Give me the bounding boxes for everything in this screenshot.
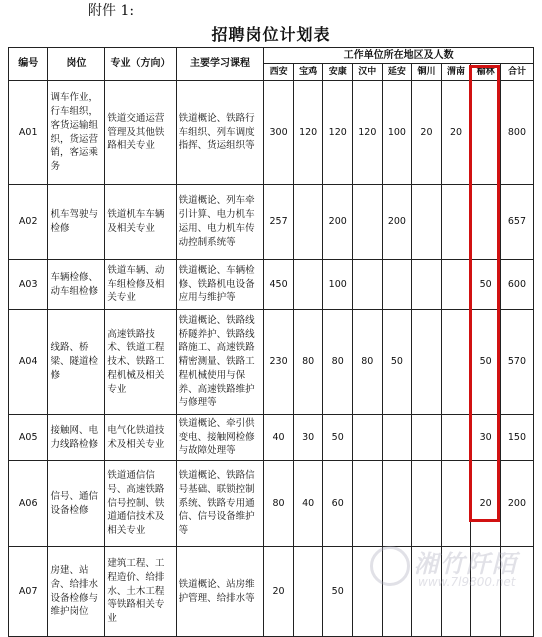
cell-area-8: 200 xyxy=(500,461,533,547)
cell-area-2: 120 xyxy=(323,81,353,185)
table-row xyxy=(9,415,534,461)
cell-area-3 xyxy=(353,547,383,637)
cell-position: 机车驾驶与检修 xyxy=(48,185,105,260)
header-area-2: 安康 xyxy=(323,64,353,81)
cell-no: A05 xyxy=(9,415,48,461)
table-row xyxy=(9,81,534,185)
cell-major: 电气化铁道技术及相关专业 xyxy=(105,415,176,461)
cell-area-1: 40 xyxy=(293,461,323,547)
cell-area-7: 50 xyxy=(471,310,501,415)
cell-no: A03 xyxy=(9,260,48,310)
cell-area-1: 120 xyxy=(293,81,323,185)
cell-no: A04 xyxy=(9,310,48,415)
header-area-8: 合计 xyxy=(500,64,533,81)
watermark-url: www.7l9800.net xyxy=(418,575,516,589)
recruitment-plan-table xyxy=(8,47,534,637)
cell-area-3: 80 xyxy=(353,310,383,415)
cell-area-7: 30 xyxy=(471,415,501,461)
cell-area-6: 20 xyxy=(441,81,471,185)
cell-major: 铁道交通运营管理及其他铁路相关专业 xyxy=(105,81,176,185)
cell-area-7: 20 xyxy=(471,461,501,547)
header-area-7: 榆林 xyxy=(471,64,501,81)
cell-area-0: 20 xyxy=(264,547,294,637)
cell-area-4: 200 xyxy=(382,185,412,260)
cell-courses: 铁道概论、站房维护管理、给排水等 xyxy=(176,547,264,637)
header-no: 编号 xyxy=(9,48,48,81)
cell-area-2: 80 xyxy=(323,310,353,415)
table-row xyxy=(9,461,534,547)
cell-area-1 xyxy=(293,260,323,310)
cell-area-4: 50 xyxy=(382,310,412,415)
cell-area-2: 50 xyxy=(323,415,353,461)
cell-area-5 xyxy=(412,185,442,260)
cell-area-8: 657 xyxy=(500,185,533,260)
cell-area-4: 100 xyxy=(382,81,412,185)
cell-area-6 xyxy=(441,547,471,637)
cell-major: 铁道通信信号、高速铁路信号控制、铁道通信技术及相关专业 xyxy=(105,461,176,547)
cell-area-8: 800 xyxy=(500,81,533,185)
cell-area-6 xyxy=(441,461,471,547)
cell-area-6 xyxy=(441,260,471,310)
cell-area-3 xyxy=(353,461,383,547)
table-row xyxy=(9,310,534,415)
cell-area-4 xyxy=(382,260,412,310)
cell-area-7 xyxy=(471,185,501,260)
cell-no: A06 xyxy=(9,461,48,547)
cell-courses: 铁道概论、牵引供变电、接触网检修与故障处理等 xyxy=(176,415,264,461)
cell-courses: 铁道概论、铁路行车组织、列车调度指挥、货运组织等 xyxy=(176,81,264,185)
header-area-0: 西安 xyxy=(264,64,294,81)
cell-area-6 xyxy=(441,310,471,415)
cell-area-4 xyxy=(382,415,412,461)
cell-area-4 xyxy=(382,547,412,637)
cell-area-3 xyxy=(353,415,383,461)
cell-area-1 xyxy=(293,547,323,637)
cell-area-0: 450 xyxy=(264,260,294,310)
cell-courses: 铁道概论、铁路信号基础、联锁控制系统、铁路专用通信、信号设备维护等 xyxy=(176,461,264,547)
cell-position: 调车作业，行车组织，客货运输组织，货运营销，客运乘务 xyxy=(48,81,105,185)
header-area-3: 汉中 xyxy=(353,64,383,81)
cell-major: 建筑工程、工程造价、给排水、土木工程等铁路相关专业 xyxy=(105,547,176,637)
cell-area-5 xyxy=(412,461,442,547)
cell-area-5 xyxy=(412,547,442,637)
cell-area-3 xyxy=(353,185,383,260)
table-row xyxy=(9,260,534,310)
cell-position: 线路、桥梁、隧道检修 xyxy=(48,310,105,415)
cell-area-6 xyxy=(441,415,471,461)
cell-area-7 xyxy=(471,547,501,637)
cell-area-5: 20 xyxy=(412,81,442,185)
cell-area-8: 150 xyxy=(500,415,533,461)
header-courses: 主要学习课程 xyxy=(176,48,264,81)
cell-no: A02 xyxy=(9,185,48,260)
cell-major: 铁道机车车辆及相关专业 xyxy=(105,185,176,260)
header-major: 专业（方向） xyxy=(105,48,176,81)
cell-courses: 铁道概论、车辆检修、铁路机电设备应用与维护等 xyxy=(176,260,264,310)
cell-no: A07 xyxy=(9,547,48,637)
cell-area-1: 80 xyxy=(293,310,323,415)
cell-area-8 xyxy=(500,547,533,637)
header-area-6: 渭南 xyxy=(441,64,471,81)
cell-area-2: 200 xyxy=(323,185,353,260)
cell-position: 房建、站舍、给排水设备检修与维护岗位 xyxy=(48,547,105,637)
cell-major: 铁道车辆、动车组检修及相关专业 xyxy=(105,260,176,310)
cell-area-0: 300 xyxy=(264,81,294,185)
header-area-1: 宝鸡 xyxy=(293,64,323,81)
cell-position: 信号、通信设备检修 xyxy=(48,461,105,547)
cell-area-7: 50 xyxy=(471,260,501,310)
cell-courses: 铁道概论、列车牵引计算、电力机车运用、电力机车传动控制系统等 xyxy=(176,185,264,260)
header-area-4: 延安 xyxy=(382,64,412,81)
cell-area-3 xyxy=(353,260,383,310)
cell-area-2: 50 xyxy=(323,547,353,637)
cell-courses: 铁道概论、铁路线桥隧养护、铁路线路施工、高速铁路精密测量、铁路工程机械使用与保养、高速铁路维护与修理等 xyxy=(176,310,264,415)
cell-area-6 xyxy=(441,185,471,260)
cell-area-5 xyxy=(412,415,442,461)
cell-area-7 xyxy=(471,81,501,185)
attachment-label: 附件 1: xyxy=(88,3,135,19)
cell-area-1 xyxy=(293,185,323,260)
table-row xyxy=(9,547,534,637)
cell-area-0: 230 xyxy=(264,310,294,415)
cell-area-4 xyxy=(382,461,412,547)
cell-area-5 xyxy=(412,310,442,415)
cell-area-0: 40 xyxy=(264,415,294,461)
cell-area-1: 30 xyxy=(293,415,323,461)
cell-major: 高速铁路技术、铁道工程技术、铁路工程机械及相关专业 xyxy=(105,310,176,415)
header-position: 岗位 xyxy=(48,48,105,81)
cell-no: A01 xyxy=(9,81,48,185)
cell-area-0: 80 xyxy=(264,461,294,547)
page-title: 招聘岗位计划表 xyxy=(211,25,331,44)
cell-area-8: 600 xyxy=(500,260,533,310)
cell-area-2: 60 xyxy=(323,461,353,547)
header-area-5: 铜川 xyxy=(412,64,442,81)
watermark-title: 湘竹阡陌 xyxy=(414,550,518,578)
cell-position: 车辆检修、动车组检修 xyxy=(48,260,105,310)
cell-position: 接触网、电力线路检修 xyxy=(48,415,105,461)
cell-area-2: 100 xyxy=(323,260,353,310)
cell-area-8: 570 xyxy=(500,310,533,415)
table-row xyxy=(9,185,534,260)
cell-area-0: 257 xyxy=(264,185,294,260)
cell-area-3: 120 xyxy=(353,81,383,185)
header-areas-group: 工作单位所在地区及人数 xyxy=(264,48,534,64)
cell-area-5 xyxy=(412,260,442,310)
